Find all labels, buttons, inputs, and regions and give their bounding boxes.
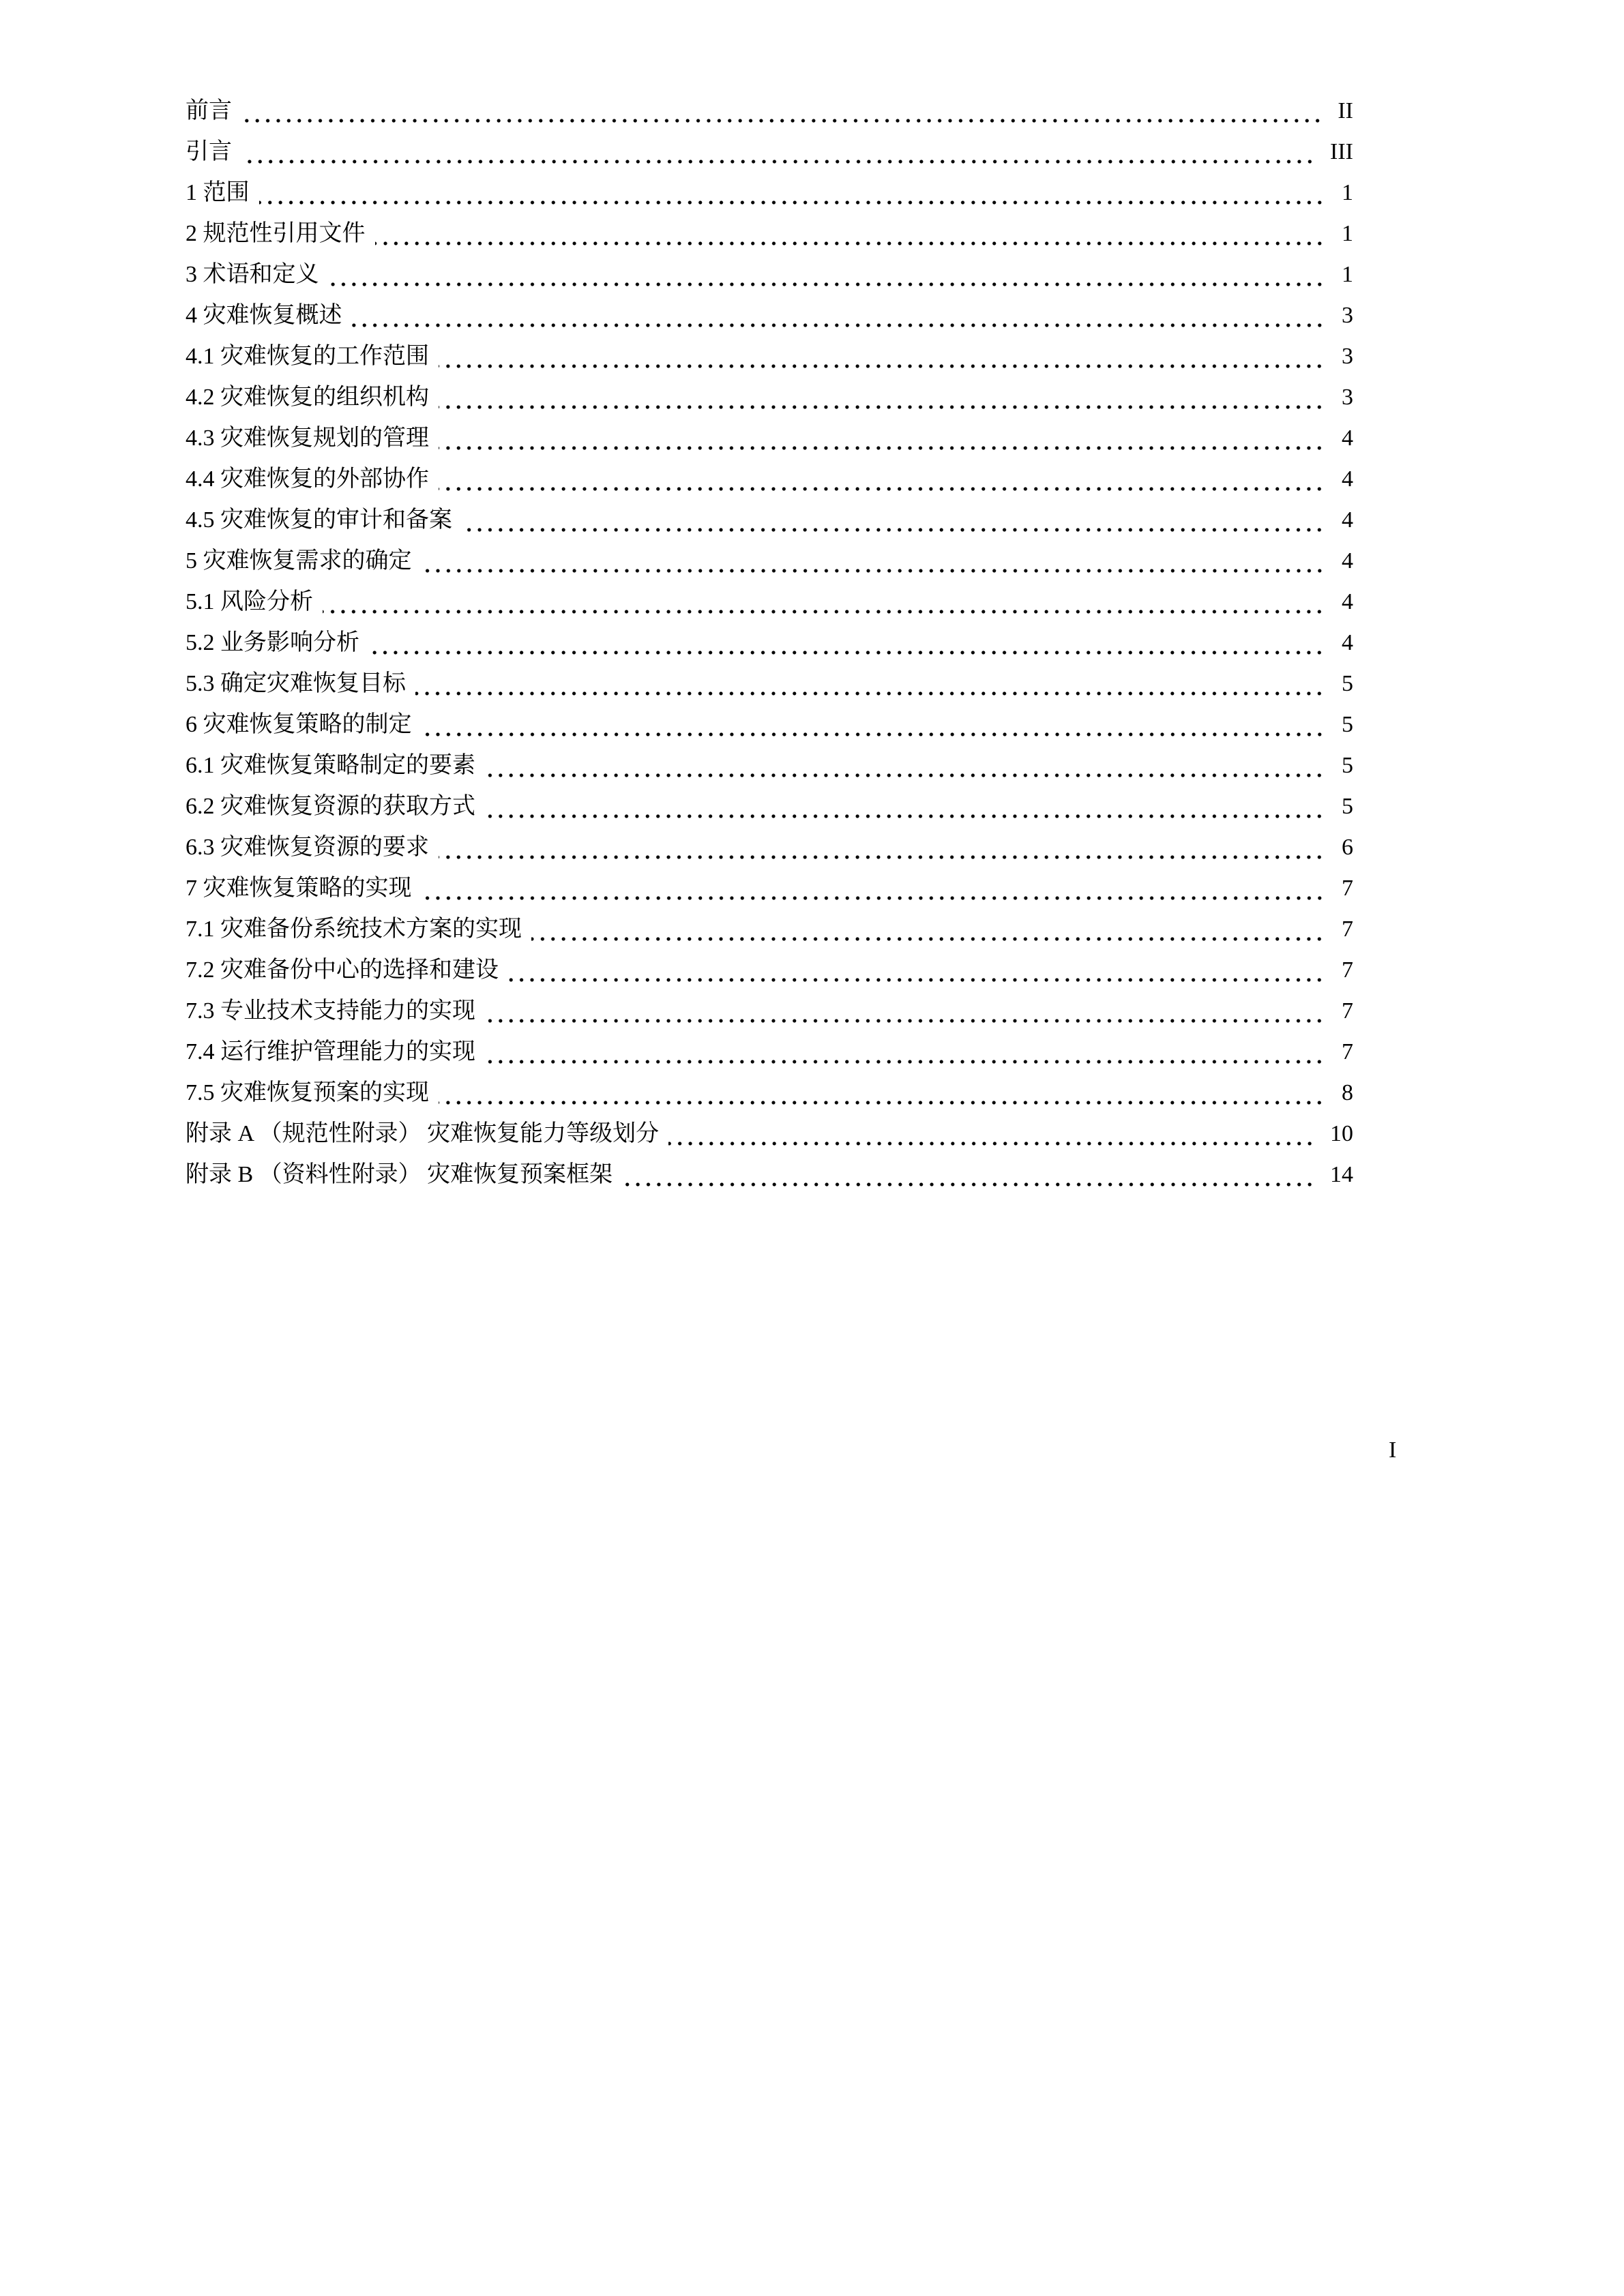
toc-entry[interactable] <box>186 500 1353 541</box>
toc-entry-title: 7.4 运行维护管理能力的实现 <box>186 1039 475 1064</box>
toc-entry-page: 6 <box>1342 835 1353 860</box>
toc-entry-page: 4 <box>1342 548 1353 573</box>
dot-leader <box>622 1154 1315 1195</box>
toc-entry-page: 7 <box>1342 916 1353 942</box>
toc-entry-page: 7 <box>1342 876 1353 901</box>
toc-entry[interactable] <box>186 827 1353 868</box>
toc-entry-title: 3 术语和定义 <box>186 262 319 287</box>
toc-entry[interactable] <box>186 991 1353 1032</box>
dot-leader <box>485 1032 1325 1073</box>
toc-entry-page: 4 <box>1342 589 1353 614</box>
toc-entry-title: 附录 B （资料性附录） 灾难恢复预案框架 <box>186 1162 613 1187</box>
toc-entry-page: 5 <box>1342 753 1353 778</box>
toc-entry-title: 7.3 专业技术支持能力的实现 <box>186 998 475 1024</box>
dot-leader <box>241 91 1323 132</box>
toc-entry[interactable] <box>186 704 1353 745</box>
dot-leader <box>485 786 1325 827</box>
toc-entry[interactable] <box>186 868 1353 909</box>
toc-entry-title: 5 灾难恢复需求的确定 <box>186 548 412 573</box>
toc-entry-title: 5.2 业务影响分析 <box>186 630 359 655</box>
dot-leader <box>531 909 1325 950</box>
dot-leader <box>415 664 1325 704</box>
toc-entry-page: 3 <box>1342 344 1353 369</box>
toc-entry[interactable] <box>186 295 1353 336</box>
toc-entry-title: 6.1 灾难恢复策略制定的要素 <box>186 753 475 778</box>
toc-entry[interactable] <box>186 132 1353 173</box>
toc-entry-page: 1 <box>1342 221 1353 246</box>
toc-entry-page: 1 <box>1342 180 1353 205</box>
toc-entry[interactable] <box>186 1073 1353 1114</box>
toc-entry-page: 7 <box>1342 957 1353 983</box>
toc-entry-page: 5 <box>1342 794 1353 819</box>
table-of-contents <box>186 91 1353 1195</box>
dot-leader <box>439 827 1325 868</box>
dot-leader <box>485 991 1325 1032</box>
toc-entry[interactable] <box>186 582 1353 623</box>
toc-entry-page: 4 <box>1342 507 1353 533</box>
toc-entry-title: 5.1 风险分析 <box>186 589 313 614</box>
toc-entry-title: 4 灾难恢复概述 <box>186 303 342 328</box>
toc-entry-title: 附录 A （规范性附录） 灾难恢复能力等级划分 <box>186 1121 660 1146</box>
toc-entry[interactable] <box>186 1114 1353 1154</box>
dot-leader <box>329 254 1325 295</box>
toc-entry-page: 7 <box>1342 998 1353 1024</box>
dot-leader <box>259 173 1325 213</box>
toc-entry-page: 14 <box>1330 1162 1353 1187</box>
toc-entry-page: 5 <box>1342 712 1353 737</box>
dot-leader <box>439 377 1325 418</box>
dot-leader <box>668 1114 1315 1154</box>
toc-entry-title: 7 灾难恢复策略的实现 <box>186 876 412 901</box>
dot-leader <box>422 704 1325 745</box>
toc-entry-title: 6 灾难恢复策略的制定 <box>186 712 412 737</box>
toc-entry[interactable] <box>186 909 1353 950</box>
toc-entry[interactable] <box>186 664 1353 704</box>
toc-entry-page: 3 <box>1342 385 1353 410</box>
dot-leader <box>439 336 1325 377</box>
page-number: I <box>1389 1437 1397 1463</box>
toc-entry-title: 4.5 灾难恢复的审计和备案 <box>186 507 452 533</box>
toc-entry-page: 7 <box>1342 1039 1353 1064</box>
toc-entry[interactable] <box>186 377 1353 418</box>
toc-entry[interactable] <box>186 173 1353 213</box>
dot-leader <box>241 132 1315 173</box>
toc-entry-page: 8 <box>1342 1080 1353 1105</box>
dot-leader <box>508 950 1325 991</box>
toc-entry[interactable] <box>186 336 1353 377</box>
toc-entry-page: 4 <box>1342 426 1353 451</box>
dot-leader <box>375 213 1325 254</box>
dot-leader <box>462 500 1325 541</box>
toc-entry[interactable] <box>186 91 1353 132</box>
toc-entry[interactable] <box>186 459 1353 500</box>
dot-leader <box>352 295 1325 336</box>
toc-entry-title: 6.2 灾难恢复资源的获取方式 <box>186 794 475 819</box>
toc-entry-title: 4.3 灾难恢复规划的管理 <box>186 426 429 451</box>
dot-leader <box>439 459 1325 500</box>
toc-entry-title: 5.3 确定灾难恢复目标 <box>186 671 406 696</box>
toc-entry[interactable] <box>186 950 1353 991</box>
toc-entry-title: 前言 <box>186 98 232 123</box>
dot-leader <box>485 745 1325 786</box>
toc-entry-page: III <box>1330 139 1353 164</box>
toc-entry-title: 6.3 灾难恢复资源的要求 <box>186 835 429 860</box>
toc-entry-page: 1 <box>1342 262 1353 287</box>
toc-entry-page: 4 <box>1342 466 1353 492</box>
dot-leader <box>439 1073 1325 1114</box>
toc-entry[interactable] <box>186 745 1353 786</box>
toc-entry[interactable] <box>186 213 1353 254</box>
toc-entry[interactable] <box>186 254 1353 295</box>
toc-entry-page: 5 <box>1342 671 1353 696</box>
toc-entry-page: 3 <box>1342 303 1353 328</box>
toc-entry-page: 10 <box>1330 1121 1353 1146</box>
dot-leader <box>369 623 1325 664</box>
toc-entry-title: 7.2 灾难备份中心的选择和建设 <box>186 957 499 983</box>
toc-entry[interactable] <box>186 1154 1353 1195</box>
toc-entry[interactable] <box>186 1032 1353 1073</box>
toc-entry-title: 4.4 灾难恢复的外部协作 <box>186 466 429 492</box>
toc-entry[interactable] <box>186 786 1353 827</box>
toc-entry[interactable] <box>186 418 1353 459</box>
toc-entry-title: 2 规范性引用文件 <box>186 221 366 246</box>
toc-entry-title: 4.1 灾难恢复的工作范围 <box>186 344 429 369</box>
dot-leader <box>439 418 1325 459</box>
toc-entry-title: 7.1 灾难备份系统技术方案的实现 <box>186 916 522 942</box>
toc-entry-title: 4.2 灾难恢复的组织机构 <box>186 385 429 410</box>
toc-entry-page: II <box>1338 98 1353 123</box>
toc-entry-title: 引言 <box>186 139 232 164</box>
dot-leader <box>422 541 1325 582</box>
toc-entry[interactable] <box>186 541 1353 582</box>
dot-leader <box>323 582 1325 623</box>
toc-entry-page: 4 <box>1342 630 1353 655</box>
dot-leader <box>422 868 1325 909</box>
toc-entry-title: 7.5 灾难恢复预案的实现 <box>186 1080 429 1105</box>
toc-entry[interactable] <box>186 623 1353 664</box>
toc-entry-title: 1 范围 <box>186 180 250 205</box>
